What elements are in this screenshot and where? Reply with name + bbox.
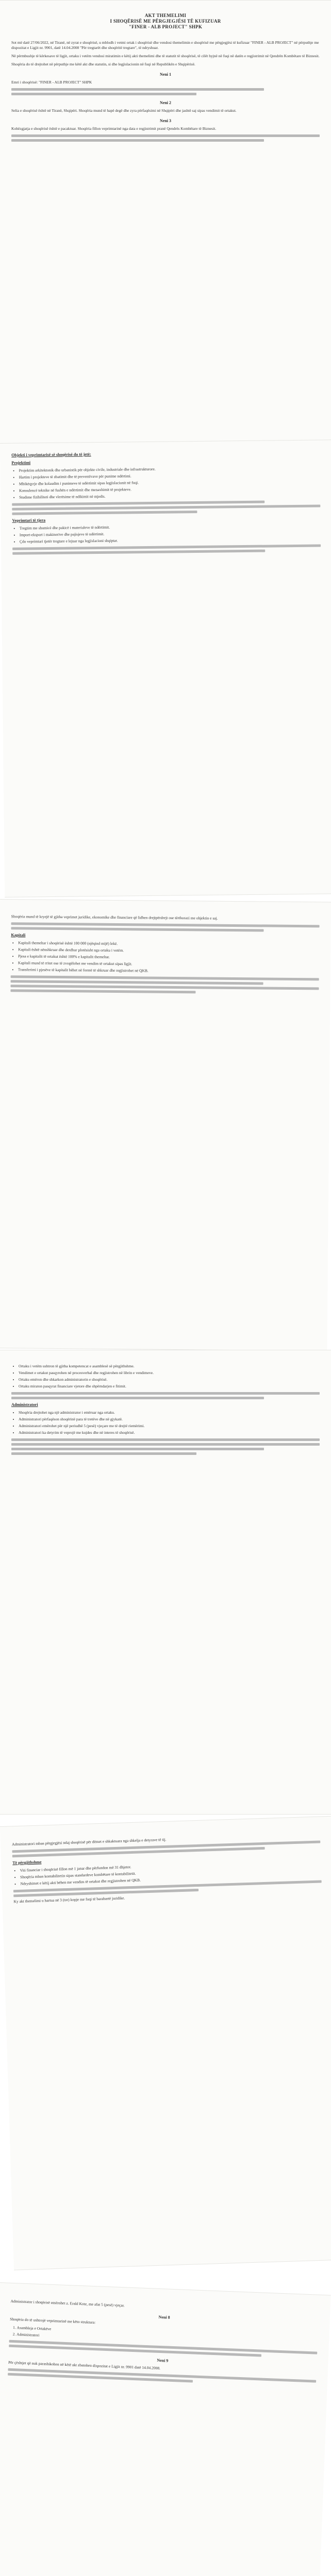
text-line [11, 985, 319, 990]
text-line [12, 544, 321, 550]
article-heading: Neni 9 [157, 2358, 169, 2363]
intro-paragraph-1: Sot më datë 27/06/2022, në Tiranë, në zyrat e shoqërisë, u mblodh i vetmi ortak i shoqërisë dhe vendosi themelimin e shoqërisë me përgjegjësi të kufizuar "FINER - ALB PROJECT" në përputhje me dispozitat e Ligjit nr. 9901, datë 14.04.2008 "Për tregtarët dhe shoqëritë tregtare", të ndryshuar. [11, 40, 319, 50]
list-item: • Ortaku i vetëm ushtron të gjitha kompetencat e asamblesë së përgjithshme. [19, 1364, 320, 1369]
article-text: Kohëzgjatja e shoqërisë është e pacaktuar. Shoqëria fillon veprimtarinë nga data e regjistrimit pranë Qendrës Kombëtare të Biznesit. [11, 126, 217, 131]
text-line [11, 93, 196, 95]
list-item: • Projektim arkitektonik dhe urbanistik për objekte civile, industriale dhe infrastrukturore. [19, 465, 320, 473]
section-title: Objekti i veprimtarisë së shoqërisë do të jetë: [11, 452, 91, 457]
text-line [12, 505, 320, 511]
text-line [11, 1438, 320, 1441]
text-line [11, 88, 264, 91]
list-item: • Ndryshimet e këtij akti bëhen me vendim të ortakut dhe regjistrohen në QKB. [20, 1872, 321, 1886]
list-item: • Kapitali është nënshkruar dhe derdhur plotësisht nga ortaku i vetëm. [18, 947, 319, 955]
document-page-3 [0, 899, 331, 1351]
list-item: • Administratori ka detyrim të veprojë me kujdes dhe në interes të shoqërisë. [19, 1430, 320, 1435]
section-heading: Të përgjithshme [12, 1859, 42, 1866]
capital-list [18, 940, 320, 975]
list-item: • Çdo veprimtari tjetër tregtare e lejuar nga legjislacioni shqiptar. [20, 536, 321, 544]
article-heading: Neni 1 [160, 72, 171, 77]
list-item: 1. Asambleja e Ortakëve [16, 2325, 318, 2342]
article-heading: Neni 8 [158, 2314, 170, 2320]
list-item: • Shoqëria drejtohet nga një administrator i emëruar nga ortaku. [19, 1410, 320, 1415]
list-item: • Tregtim me shumicë dhe pakicë i materialeve të ndërtimit. [20, 522, 321, 531]
intro-paragraph: Administratori mban përgjegjësi ndaj shoqërisë për dëmet e shkaktuara nga shkelja e detyrave të tij. [11, 1837, 167, 1847]
article-text: Për çështjet që nuk parashikohen në këtë akt zbatohen dispozitat e Ligjit nr. 9901 datë 14.04.2008. [8, 2360, 161, 2371]
list-item: • Import-eksport i makinerive dhe pajisjeve të ndërtimit. [20, 529, 321, 537]
list-item: • Administratori emërohet për një periudhë 5 (pesë) vjeçare me të drejtë riemërimi. [19, 1423, 320, 1429]
text-line [11, 922, 320, 927]
intro-paragraph: Administrator i shoqërisë emërohet z. Erald Kote, me afat 5 (pesë) vjeçar. [10, 2298, 125, 2308]
intro-paragraph-2: Në përmbushje të kërkesave të ligjit, ortaku i vetëm vendosi miratimin e këtij akti themelimi dhe të statutit të shoqërisë, të cilët hyjnë në fuqi në datën e regjistrimit në Qendrën Kombëtare të Biznesit. [11, 54, 320, 58]
text-line [10, 989, 195, 993]
document-page-6 [0, 2282, 331, 2576]
text-line [11, 980, 263, 985]
list-item: • Pjesa e kapitalit të ortakut është 100% e kapitalit themeltar. [18, 954, 319, 961]
list-item: • Viti financiar i shoqërisë fillon më 1 janar dhe përfundon më 31 dhjetor. [20, 1858, 321, 1873]
text-line [11, 134, 320, 137]
text-line [11, 1452, 196, 1455]
intro-paragraph-3: Shoqëria do të drejtohet në përputhje me këtë akt dhe statutin, si dhe legjislacionin në fuqi në Republikën e Shqipërisë. [11, 62, 195, 66]
text-line [11, 1443, 320, 1446]
activity-list [20, 522, 321, 544]
text-line [12, 501, 264, 506]
document-page-2 [0, 439, 331, 897]
text-line [12, 511, 197, 515]
list-item: • Ortaku miraton pasqyrat financiare vjetore dhe shpërndarjen e fitimit. [19, 1384, 320, 1389]
company-name: Emri i shoqërisë: "FINER - ALB PROJECT" SHPK [11, 80, 92, 84]
list-item: • Konsulencë teknike në fushën e ndërtimit dhe menaxhimit të projekteve. [19, 485, 320, 494]
intro-paragraph: Shoqëria mund të kryejë të gjitha veprimet juridike, ekonomike dhe financiare që lidhen drejtpërdrejt ose tërthorazi me objektin e saj. [11, 914, 218, 921]
document-page-4 [0, 1350, 331, 1815]
article-heading: Neni 3 [160, 118, 171, 123]
section-heading: Veprimtari të tjera [12, 518, 46, 523]
text-line [11, 927, 263, 931]
document-page-5 [0, 1816, 331, 2270]
article-text: Selia e shoqërisë është në Tiranë, Shqipëri. Shoqëria mund të hapë degë dhe zyra përfaqësimi në Shqipëri dhe jashtë saj sipas vendimit të ortakut. [11, 108, 237, 113]
list-item: • Vendimet e ortakut pasqyrohen në procesverbal dhe regjistrohen në librin e vendimeve. [19, 1370, 320, 1376]
list-item: • Ortaku emëron dhe shkarkon administratorin e shoqërisë. [19, 1377, 320, 1382]
text-line [11, 139, 264, 142]
header-line-3: "FINER - ALB PROJECT" SHPK [128, 24, 203, 29]
article-heading: Neni 2 [160, 100, 171, 105]
list-item: 2. Administratori [16, 2332, 318, 2348]
section-heading: Projektimi [11, 460, 31, 465]
header-line-2: I SHOQËRISË ME PËRGJEGJËSI TË KUFIZUAR [110, 19, 221, 24]
list-item: • Kapitali mund të rritet ose të zvogëlohet me vendim të ortakut sipas ligjit. [18, 960, 319, 968]
list-item: • Mbikëqyrje dhe kolaudim i punimeve të ndërtimit sipas legjislacionit në fuqi. [19, 479, 320, 487]
assembly-list [19, 1364, 320, 1389]
page-title [11, 13, 320, 30]
document-page-1 [0, 0, 331, 444]
section-heading: Kapitali [11, 933, 26, 938]
text-line [11, 1397, 264, 1399]
closing-text: Ky akt themelimi u hartua në 3 (tre) kopje me fuqi të barabartë juridike. [13, 1895, 125, 1904]
header-line-1: AKT THEMELIMI [144, 13, 187, 18]
section-heading: Administratori [11, 1402, 38, 1407]
article-text: Shoqëria do të ushtrojë veprimtarinë me këto struktura: [10, 2316, 96, 2325]
text-line [11, 1392, 320, 1395]
list-item: • Shoqëria mban kontabilitetin sipas standardeve kombëtare të kontabilitetit. [20, 1865, 321, 1879]
text-line [11, 1448, 264, 1450]
list-item: • Studime fizibiliteti dhe vlerësime të ndikimit në mjedis. [19, 492, 320, 500]
list-item: • Kapitali themeltar i shoqërisë është 100 000 (njëqind mijë) lekë. [18, 940, 319, 948]
list-item: • Transferimi i pjesëve të kapitalit bëhet në formë të shkruar dhe regjistrohet në QKB. [18, 967, 319, 975]
text-line [11, 975, 319, 980]
text-line [12, 550, 265, 555]
activity-list [19, 465, 321, 500]
list-item: • Hartim i projekteve të zbatimit dhe të preventivave për punime ndërtimi. [19, 472, 320, 480]
list-item: • Administratori përfaqëson shoqërinë para të tretëve dhe në gjykatë. [19, 1417, 320, 1422]
administrator-list [19, 1410, 320, 1435]
